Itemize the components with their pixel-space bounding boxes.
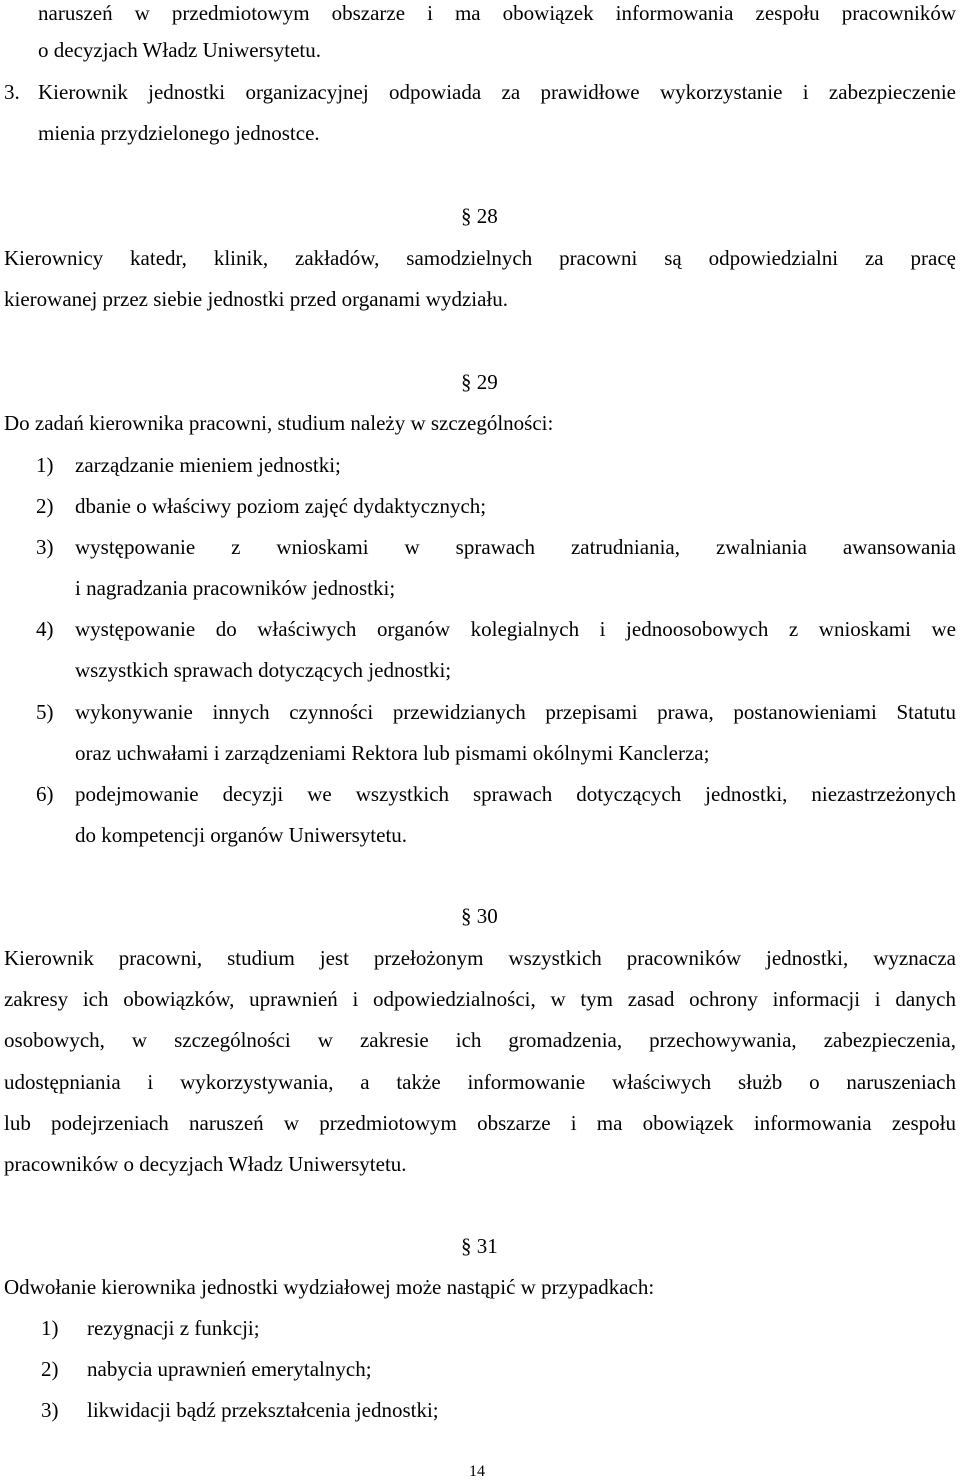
page-number: 14 [469,1463,485,1480]
list-number: 2) [41,1357,59,1381]
list-number: 3. [4,80,20,104]
section-heading: § 31 [461,1234,498,1258]
list-item-line: wszystkich sprawach dotyczących jednostki; [75,658,452,682]
paragraph-line: lub podejrzeniach naruszeń w przedmiotowym obszarze i ma obowiązek informowania zespołu [4,1111,956,1135]
paragraph-line: o decyzjach Władz Uniwersytetu. [38,38,321,62]
list-number: 6) [36,782,54,806]
list-item-line: zarządzanie mieniem jednostki; [75,453,341,477]
section-heading: § 29 [461,370,498,394]
list-item-line: likwidacji bądź przekształcenia jednostki; [87,1398,439,1422]
list-number: 3) [41,1398,59,1422]
list-item-line: występowanie z wnioskami w sprawach zatrudniania, zwalniania awansowania [75,535,956,559]
list-number: 2) [36,494,54,518]
section-heading: § 30 [461,904,498,928]
list-number: 4) [36,617,54,641]
paragraph-line: osobowych, w szczególności w zakresie ich gromadzenia, przechowywania, zabezpieczenia, [4,1028,956,1052]
paragraph-line: pracowników o decyzjach Władz Uniwersytetu. [4,1152,407,1176]
paragraph-line: kierowanej przez siebie jednostki przed organami wydziału. [4,287,509,311]
section-heading: § 28 [461,204,498,228]
paragraph-line: Kierownik pracowni, studium jest przełożonym wszystkich pracowników jednostki, wyznacza [4,946,956,970]
list-number: 3) [36,535,54,559]
list-item-line: rezygnacji z funkcji; [87,1316,260,1340]
list-item-line: i nagradzania pracowników jednostki; [75,576,396,600]
list-item-line: wykonywanie innych czynności przewidzianych przepisami prawa, postanowieniami Statutu [75,700,956,724]
list-item-line: do kompetencji organów Uniwersytetu. [75,823,408,847]
list-number: 1) [36,453,54,477]
paragraph-line: Odwołanie kierownika jednostki wydziałowej może nastąpić w przypadkach: [4,1275,655,1299]
list-item-line: występowanie do właściwych organów kolegialnych i jednoosobowych z wnioskami we [75,617,956,641]
paragraph-line: naruszeń w przedmiotowym obszarze i ma obowiązek informowania zespołu pracowników [38,1,956,25]
paragraph-line: Do zadań kierownika pracowni, studium należy w szczególności: [4,411,554,435]
list-item-line: podejmowanie decyzji we wszystkich sprawach dotyczących jednostki, niezastrzeżonych [75,782,956,806]
paragraph-line: udostępniania i wykorzystywania, a także informowanie właściwych służb o naruszeniach [4,1070,956,1094]
paragraph-line: Kierownicy katedr, klinik, zakładów, samodzielnych pracowni są odpowiedzialni za pracę [4,246,956,270]
paragraph-line: mienia przydzielonego jednostce. [38,121,320,145]
paragraph-line: Kierownik jednostki organizacyjnej odpowiada za prawidłowe wykorzystanie i zabezpieczenie [38,80,956,104]
list-item-line: oraz uchwałami i zarządzeniami Rektora lub pismami okólnymi Kanclerza; [75,741,710,765]
paragraph-line: zakresy ich obowiązków, uprawnień i odpowiedzialności, w tym zasad ochrony informacji i danych [4,987,956,1011]
list-item-line: nabycia uprawnień emerytalnych; [87,1357,372,1381]
list-item-line: dbanie o właściwy poziom zajęć dydaktycznych; [75,494,487,518]
list-number: 1) [41,1316,59,1340]
list-number: 5) [36,700,54,724]
